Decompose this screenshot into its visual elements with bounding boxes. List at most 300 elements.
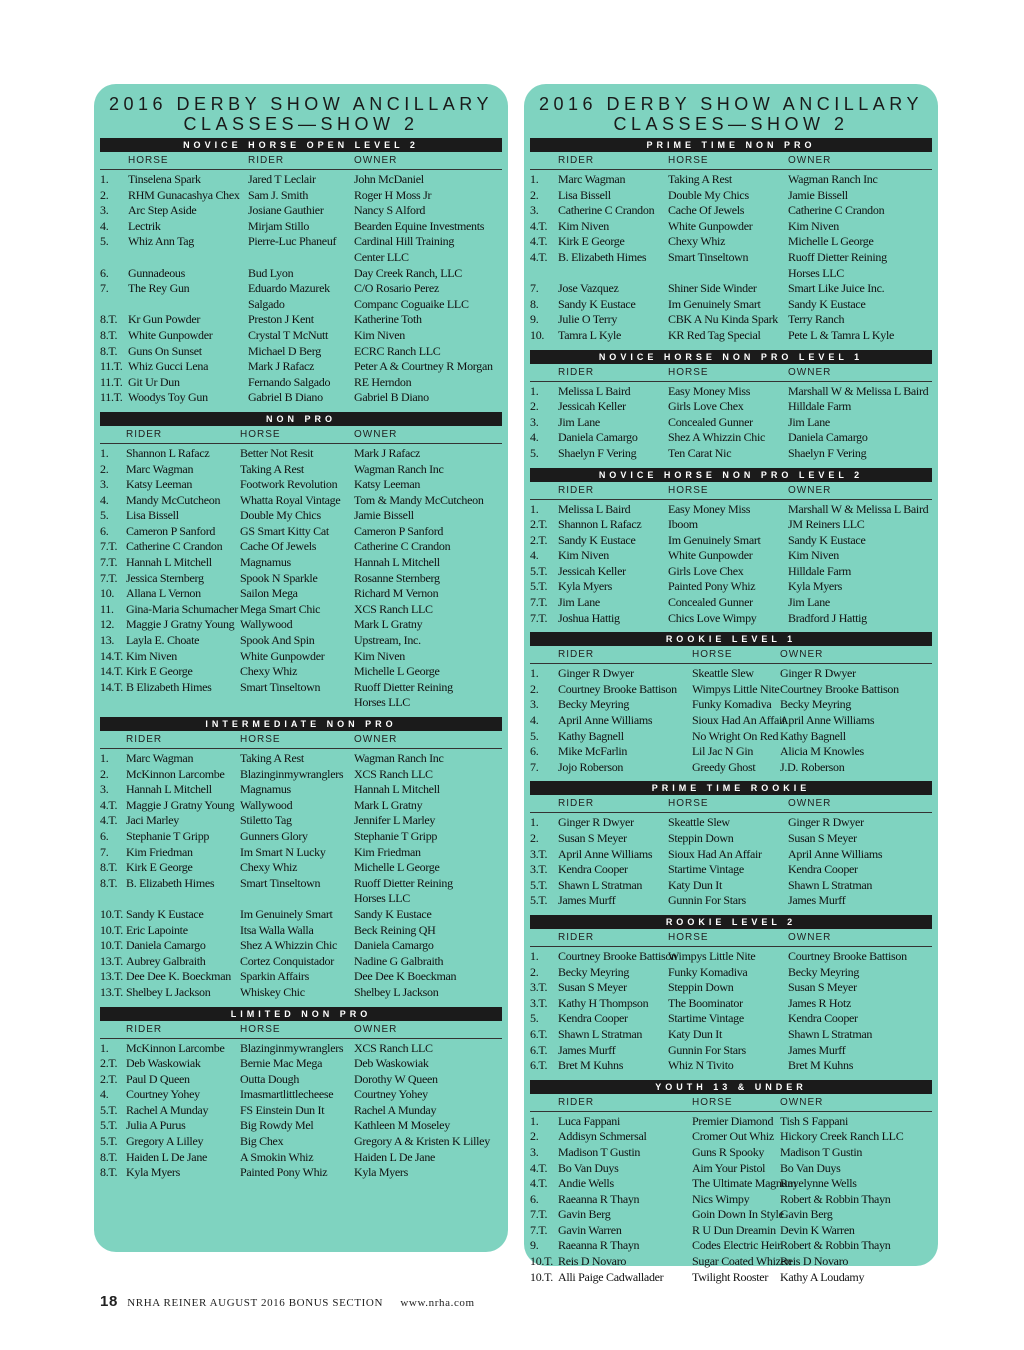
placing: 2. — [100, 187, 109, 202]
result-row — [100, 1118, 502, 1134]
placing: 8.T. — [100, 312, 118, 327]
col2-value: Chexy Whiz — [240, 664, 298, 679]
result-row — [530, 517, 932, 533]
col2-value: GS Smart Kitty Cat — [240, 523, 329, 538]
placing: 4. — [530, 430, 539, 445]
result-row — [530, 446, 932, 462]
col2-value: Startime Vintage — [668, 1011, 744, 1026]
owner: Horses LLC — [354, 695, 410, 710]
owner: Kim Friedman — [354, 844, 421, 859]
result-row — [530, 281, 932, 297]
col1-value: Julie O Terry — [558, 312, 618, 327]
col2-value: Whiskey Chic — [240, 984, 305, 999]
col2-value: CBK A Nu Kinda Spark — [668, 312, 779, 327]
placing: 8.T. — [100, 1165, 118, 1180]
col1-value: Jojo Roberson — [558, 759, 624, 774]
class-section-header: PRIME TIME NON PRO — [530, 138, 932, 152]
col1-value: Courtney Brooke Battison — [558, 681, 677, 696]
result-row — [100, 1087, 502, 1103]
result-row — [100, 813, 502, 829]
owner: Michelle L George — [788, 234, 874, 249]
col2-value: Nics Wimpy — [692, 1191, 750, 1206]
result-row — [530, 1270, 932, 1286]
column-header: RIDER — [558, 931, 595, 943]
result-row — [530, 760, 932, 776]
result-row — [100, 462, 502, 478]
column-headers — [100, 152, 502, 170]
column-header: OWNER — [780, 649, 824, 661]
placing: 1. — [530, 1113, 539, 1128]
col1-value: Jose Vazquez — [558, 281, 619, 296]
owner: Jim Lane — [788, 595, 830, 610]
owner: James Murff — [788, 1042, 846, 1057]
result-row — [530, 399, 932, 415]
column-header — [530, 646, 558, 663]
owner: Nancy S Alford — [354, 203, 426, 218]
col2-value: Greedy Ghost — [692, 759, 756, 774]
placing: 2.T. — [100, 1056, 118, 1071]
placing: 11.T. — [100, 374, 123, 389]
owner: Robert & Robbin Thayn — [780, 1238, 891, 1253]
col1-value: Gregory A Lilley — [126, 1134, 204, 1149]
col1-value: Sandy K Eustace — [558, 296, 636, 311]
col2-value: Shez A Whizzin Chic — [240, 938, 338, 953]
owner: Haiden L De Jane — [354, 1149, 436, 1164]
col1-value: Hannah L Mitchell — [126, 555, 212, 570]
col1-value: Shaelyn F Vering — [558, 445, 637, 460]
section-gap — [100, 1181, 502, 1185]
class-section-header: NOVICE HORSE NON PRO LEVEL 1 — [530, 350, 932, 364]
result-row — [530, 996, 932, 1012]
placing: 2. — [530, 1129, 539, 1144]
owner: Kathleen M Moseley — [354, 1118, 450, 1133]
result-row — [100, 1103, 502, 1119]
col1-value: Kyla Myers — [126, 1165, 180, 1180]
placing: 7.T. — [100, 539, 118, 554]
col1-value: Kim Friedman — [126, 844, 193, 859]
placing: 3.T. — [530, 846, 548, 861]
owner: Hilldale Farm — [788, 399, 852, 414]
col2-value: Taking A Rest — [668, 172, 732, 186]
col2-value: Preston J Kent — [248, 312, 314, 327]
result-row — [530, 533, 932, 549]
column-headers — [530, 795, 932, 813]
column-header — [100, 1021, 126, 1038]
panel-title-line2: CLASSES—SHOW 2 — [183, 114, 419, 134]
col2-value: The Ultimate Magnum — [692, 1176, 797, 1191]
col2-value: Steppin Down — [668, 980, 734, 995]
column-header: OWNER — [788, 484, 832, 496]
result-row — [100, 477, 502, 493]
column-header: OWNER — [354, 734, 398, 745]
col1-value: Mike McFarlin — [558, 744, 628, 759]
col2-value: Itsa Walla Walla — [240, 922, 314, 937]
col2-value: White Gunpowder — [240, 648, 325, 663]
owner: Center LLC — [354, 249, 409, 264]
result-row — [100, 250, 502, 266]
section-gap — [100, 711, 502, 715]
col1-value: McKinnon Larcombe — [126, 766, 225, 781]
column-header: OWNER — [354, 155, 398, 166]
left-sections — [100, 138, 502, 1185]
result-row — [100, 539, 502, 555]
result-row — [530, 949, 932, 965]
col2-value: Footwork Revolution — [240, 477, 338, 492]
placing: 3. — [100, 782, 109, 797]
placing: 7. — [530, 281, 539, 296]
col2-value: Aim Your Pistol — [692, 1160, 766, 1175]
result-row — [530, 188, 932, 204]
placing: 4.T. — [100, 797, 118, 812]
result-row — [100, 798, 502, 814]
col2-value: Eduardo Mazurek — [248, 281, 330, 296]
placing: 4.T. — [530, 249, 548, 264]
col2-value: R U Dun Dreamin — [692, 1222, 776, 1237]
col2-value: Cache Of Jewels — [668, 203, 745, 218]
result-row — [100, 493, 502, 509]
owner: Wagman Ranch Inc — [354, 461, 444, 476]
placing: 3. — [100, 203, 109, 218]
owner: Mark J Rafacz — [354, 445, 421, 460]
class-section-header: YOUTH 13 & UNDER — [530, 1080, 932, 1094]
owner: Gabriel B Diano — [354, 390, 429, 405]
col2-value: Blazinginmywranglers — [240, 766, 344, 781]
col2-value: Wimpys Little Nite — [692, 681, 780, 696]
placing: 12. — [100, 617, 115, 632]
section-gap — [530, 1074, 932, 1078]
section-gap — [530, 462, 932, 466]
placing: 4.T. — [530, 1176, 548, 1191]
placing: 9. — [530, 312, 539, 327]
result-row — [530, 1145, 932, 1161]
col1-value: Whiz Ann Tag — [128, 234, 194, 249]
col1-value: Kirk E George — [126, 860, 193, 875]
col1-value: Reis D Novaro — [558, 1254, 627, 1269]
placing: 1. — [530, 948, 539, 963]
col1-value: B. Elizabeth Himes — [558, 249, 647, 264]
col1-value: Kim Niven — [126, 648, 177, 663]
result-row — [530, 579, 932, 595]
col1-value: Marc Wagman — [558, 172, 626, 186]
result-row — [100, 266, 502, 282]
owner: James Murff — [788, 893, 846, 908]
result-row — [100, 297, 502, 313]
placing: 6. — [100, 523, 109, 538]
owner: Gregory A & Kristen K Lilley — [354, 1134, 490, 1149]
col2-value: Wallywood — [240, 617, 293, 632]
placing: 4. — [100, 1087, 109, 1102]
website-link: www.nrha.com — [400, 1297, 475, 1309]
col2-value: Chexy Whiz — [240, 860, 298, 875]
result-row — [100, 555, 502, 571]
owner: Kathy A Loudamy — [780, 1269, 865, 1284]
col1-value: Katsy Leeman — [126, 477, 193, 492]
column-header — [530, 1094, 558, 1111]
owner: Hickory Creek Ranch LLC — [780, 1129, 904, 1144]
placing: 5.T. — [100, 1118, 118, 1133]
result-row — [100, 876, 502, 892]
section-gap — [100, 406, 502, 410]
result-row — [100, 649, 502, 665]
class-section-header: NON PRO — [100, 412, 502, 426]
section-gap — [100, 1001, 502, 1005]
column-header: HORSE — [668, 366, 709, 378]
column-header: HORSE — [668, 798, 709, 810]
placing: 4. — [530, 713, 539, 728]
col1-value: James Murff — [558, 1042, 616, 1057]
owner: Dorothy W Queen — [354, 1071, 438, 1086]
owner: Bradford J Hattig — [788, 610, 867, 625]
col2-value: Gunnin For Stars — [668, 893, 746, 908]
col1-value: Jim Lane — [558, 595, 600, 610]
col2-value: Sioux Had An Affair — [668, 846, 762, 861]
result-row — [530, 1043, 932, 1059]
owner: XCS Ranch LLC — [354, 766, 433, 781]
publication-line: NRHA REINER AUGUST 2016 BONUS SECTION — [127, 1297, 384, 1309]
placing: 2. — [530, 964, 539, 979]
placing: 1. — [100, 172, 109, 186]
column-header: HORSE — [692, 649, 733, 661]
owner: Sandy K Eustace — [788, 296, 866, 311]
result-row — [100, 1072, 502, 1088]
col1-value: The Rey Gun — [128, 281, 190, 296]
col2-value: Girls Love Chex — [668, 399, 744, 414]
class-section-header: LIMITED NON PRO — [100, 1007, 502, 1021]
column-header: HORSE — [240, 428, 281, 440]
owner: Peter A & Courtney R Morgan — [354, 359, 493, 374]
col1-value: Haiden L De Jane — [126, 1149, 208, 1164]
owner: Daniela Camargo — [788, 430, 868, 445]
column-header — [530, 929, 558, 946]
result-row — [530, 1161, 932, 1177]
placing: 10.T. — [100, 938, 123, 953]
col2-value: Lil Jac N Gin — [692, 744, 754, 759]
owner: James R Hotz — [788, 995, 852, 1010]
column-header — [530, 152, 558, 169]
placing: 5. — [100, 234, 109, 249]
col2-value: White Gunpowder — [668, 548, 753, 563]
owner: Katherine Toth — [354, 312, 422, 327]
col2-value: Girls Love Chex — [668, 563, 744, 578]
owner: Tish S Fappani — [780, 1113, 849, 1128]
col2-value: Im Genuinely Smart — [240, 906, 333, 921]
col2-value: Josiane Gauthier — [248, 203, 324, 218]
result-row — [530, 831, 932, 847]
col1-value — [126, 695, 240, 711]
col2-value: Skeattle Slew — [668, 815, 730, 830]
owner: Catherine C Crandon — [354, 539, 451, 554]
owner: April Anne Williams — [780, 713, 875, 728]
result-row — [100, 172, 502, 188]
owner: Ruoff Dietter Reining — [354, 875, 453, 890]
col1-value: Kendra Cooper — [558, 1011, 628, 1026]
owner: Rayelynne Wells — [780, 1176, 857, 1191]
result-row — [100, 751, 502, 767]
col2-value: Gunnin For Stars — [668, 1042, 746, 1057]
col2-value: Funky Komadiva — [692, 697, 772, 712]
placing: 1. — [530, 172, 539, 186]
placing: 13. — [100, 633, 115, 648]
owner: Susan S Meyer — [788, 980, 857, 995]
panel-title-line1: 2016 DERBY SHOW ANCILLARY — [109, 94, 493, 114]
owner: Shelbey L Jackson — [354, 984, 439, 999]
col1-value: Courtney Yohey — [126, 1087, 200, 1102]
owner: Bearden Equine Investments — [354, 218, 485, 233]
result-row — [530, 595, 932, 611]
col2-value: Cache Of Jewels — [240, 539, 317, 554]
section-gap — [530, 344, 932, 348]
placing: 4. — [100, 492, 109, 507]
result-row — [530, 1058, 932, 1074]
owner: Hannah L Mitchell — [354, 782, 440, 797]
owner: Kim Niven — [788, 548, 839, 563]
result-row — [100, 1041, 502, 1057]
section-gap — [530, 1285, 932, 1289]
placing — [530, 266, 558, 282]
placing: 1. — [530, 383, 539, 398]
col2-value: Wallywood — [240, 797, 293, 812]
class-section-header: INTERMEDIATE NON PRO — [100, 717, 502, 731]
placing: 13.T. — [100, 953, 123, 968]
column-header: RIDER — [558, 155, 595, 166]
owner: Stephanie T Gripp — [354, 828, 438, 843]
owner: ECRC Ranch LLC — [354, 343, 441, 358]
col1-value: Lisa Bissell — [126, 508, 179, 523]
placing: 7.T. — [530, 595, 548, 610]
panel-title-line1: 2016 DERBY SHOW ANCILLARY — [539, 94, 923, 114]
page-number: 18 — [100, 1293, 118, 1310]
col2-value: Startime Vintage — [668, 862, 744, 877]
column-headers — [530, 482, 932, 500]
col2-value: Smart Tinseltown — [668, 249, 749, 264]
result-row — [100, 907, 502, 923]
col2-value: Chics Love Wimpy — [668, 610, 757, 625]
result-row — [530, 965, 932, 981]
owner: Marshall W & Melissa L Baird — [788, 383, 929, 398]
col2-value: Stiletto Tag — [240, 813, 292, 828]
owner: Kim Niven — [354, 648, 405, 663]
placing: 2.T. — [530, 532, 548, 547]
owner: Upstream, Inc. — [354, 633, 421, 648]
owner: Beck Reining QH — [354, 922, 436, 937]
col2-value: Bud Lyon — [248, 265, 294, 280]
col1-value: Git Ur Dun — [128, 374, 180, 389]
col1-value: Shannon L Rafacz — [558, 517, 642, 532]
placing: 7. — [100, 281, 109, 296]
owner: Rachel A Munday — [354, 1102, 437, 1117]
col1-value: Jessicah Keller — [558, 399, 626, 414]
col1-value: Marc Wagman — [126, 751, 194, 765]
owner: Gavin Berg — [780, 1207, 833, 1222]
col1-value: Shawn L Stratman — [558, 1026, 643, 1041]
placing: 10. — [100, 586, 115, 601]
col2-value: Guns R Spooky — [692, 1144, 765, 1159]
result-row — [100, 695, 502, 711]
result-row — [530, 203, 932, 219]
col1-value: Joshua Hattig — [558, 610, 620, 625]
col1-value: Arc Step Aside — [128, 203, 197, 218]
col2-value: Big Chex — [240, 1134, 284, 1149]
placing: 4.T. — [100, 813, 118, 828]
placing — [100, 891, 126, 907]
owner: Reis D Novaro — [780, 1254, 849, 1269]
placing: 7.T. — [530, 610, 548, 625]
col1-value: Eric Lapointe — [126, 922, 188, 937]
col1-value — [128, 250, 248, 266]
col1-value — [558, 266, 668, 282]
column-header — [100, 731, 126, 748]
result-row — [530, 1192, 932, 1208]
result-row — [100, 1150, 502, 1166]
col2-value: Steppin Down — [668, 831, 734, 845]
column-header: RIDER — [558, 366, 595, 378]
owner: Bret M Kuhns — [788, 1058, 854, 1073]
col1-value: Cameron P Sanford — [126, 523, 216, 538]
col2-value: Taking A Rest — [240, 461, 304, 476]
column-header: RIDER — [126, 1023, 163, 1035]
result-row — [530, 1114, 932, 1130]
owner: Mark L Gratny — [354, 617, 423, 632]
owner: Courtney Brooke Battison — [788, 948, 907, 963]
result-row — [100, 586, 502, 602]
placing: 1. — [100, 751, 109, 765]
owner: Horses LLC — [354, 891, 410, 906]
col1-value: B Elizabeth Himes — [126, 679, 212, 694]
col1-value: Lectrik — [128, 218, 161, 233]
result-row — [530, 312, 932, 328]
placing: 7.T. — [100, 555, 118, 570]
col1-value — [128, 297, 248, 313]
owner: Kathy Bagnell — [780, 728, 846, 743]
col2-value: Outta Dough — [240, 1071, 300, 1086]
placing: 3. — [530, 697, 539, 712]
col1-value: Bo Van Duys — [558, 1160, 619, 1175]
col2-value: Magnamus — [240, 555, 291, 570]
owner: Hannah L Mitchell — [354, 555, 440, 570]
column-header: RIDER — [558, 1096, 595, 1108]
result-row — [100, 602, 502, 618]
result-row — [100, 359, 502, 375]
placing: 1. — [530, 501, 539, 516]
col2-value: Katy Dun It — [668, 877, 723, 892]
class-section-header: ROOKIE LEVEL 1 — [530, 632, 932, 646]
col1-value: Whiz Gucci Lena — [128, 359, 209, 374]
col2-value: Katy Dun It — [668, 1026, 723, 1041]
result-row — [530, 1223, 932, 1239]
col1-value: Jessicah Keller — [558, 563, 626, 578]
col2-value: FS Einstein Dun It — [240, 1102, 325, 1117]
col2-value: KR Red Tag Special — [668, 327, 761, 342]
placing: 6.T. — [530, 1058, 548, 1073]
owner: April Anne Williams — [788, 846, 883, 861]
result-row — [530, 1027, 932, 1043]
result-row — [100, 633, 502, 649]
col1-value: Gina-Maria Schumacher — [126, 601, 238, 616]
placing — [100, 297, 128, 313]
col1-value: Ginger R Dwyer — [558, 666, 634, 681]
col2-value: Mirjam Stillo — [248, 218, 310, 233]
column-header: HORSE — [128, 155, 169, 166]
col1-value: RHM Gunacashya Chex — [128, 187, 240, 202]
col1-value: Gavin Berg — [558, 1207, 611, 1222]
column-header — [100, 152, 128, 169]
col2-value: Skeattle Slew — [692, 666, 754, 681]
col2-value: Gunners Glory — [240, 828, 308, 843]
owner: Kim Niven — [354, 327, 405, 342]
result-row — [100, 390, 502, 406]
col2-value: Pierre-Luc Phaneuf — [248, 234, 337, 249]
class-section-header: PRIME TIME ROOKIE — [530, 781, 932, 795]
